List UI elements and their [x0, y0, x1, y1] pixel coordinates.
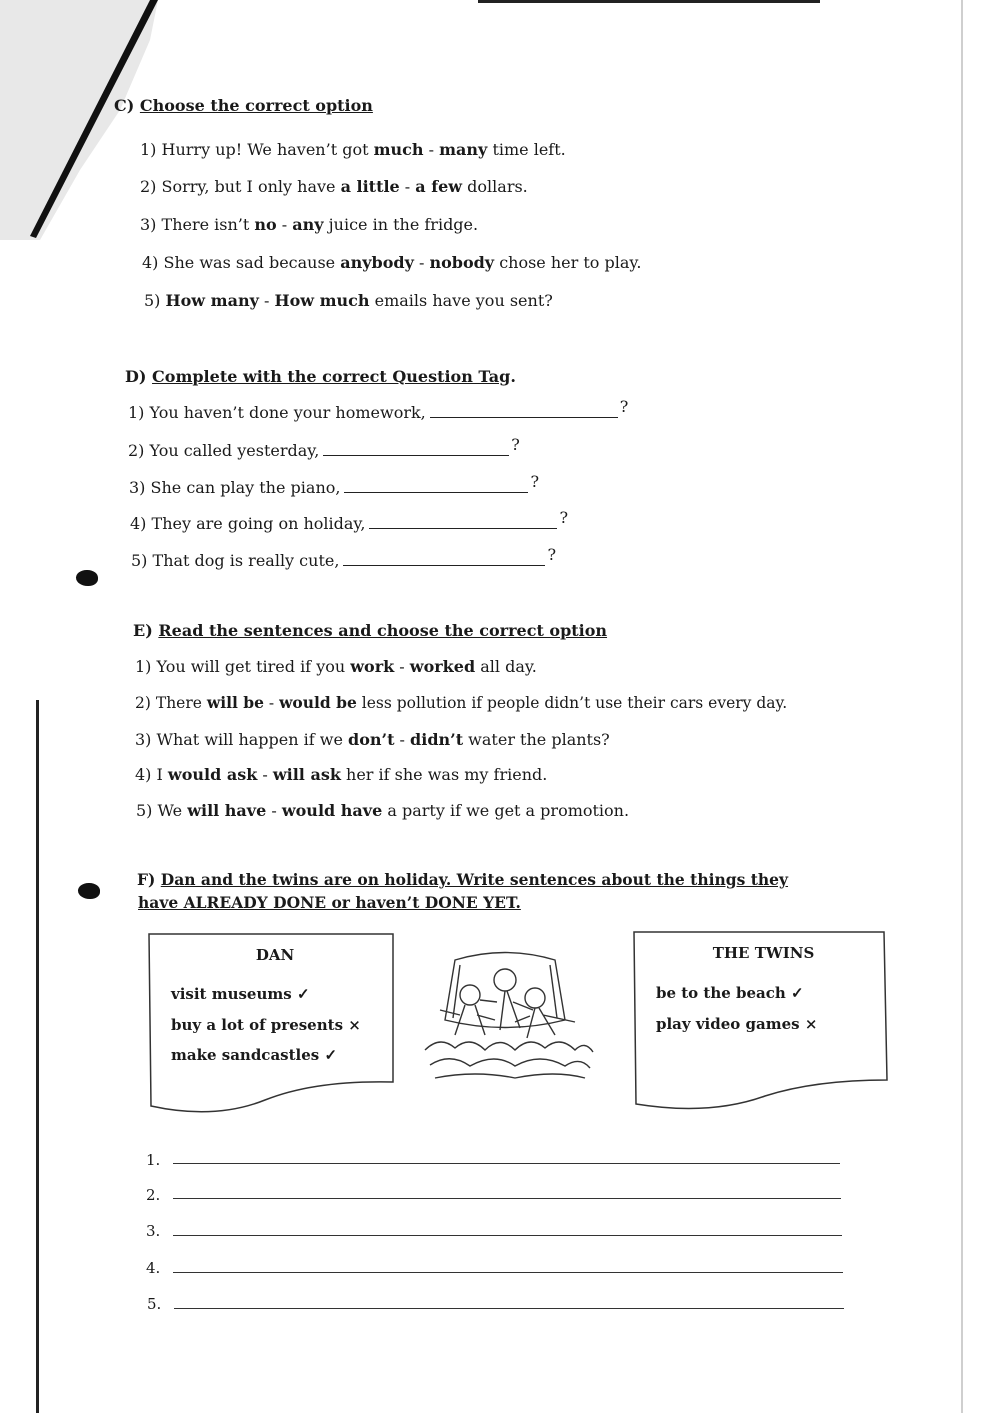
heading-period: .: [510, 367, 516, 386]
activity-text: visit museums: [171, 985, 292, 1003]
answer-line[interactable]: [173, 1197, 841, 1199]
activity-text: be to the beach: [656, 984, 786, 1002]
left-border-line: [36, 700, 39, 1413]
section-d-item-5: [131, 545, 557, 570]
answer-row-3: [146, 1222, 160, 1240]
item-text: She was sad because: [163, 253, 341, 272]
section-d-item-1: [128, 397, 629, 422]
item-number: 4): [135, 765, 152, 784]
option-1[interactable]: will be: [206, 693, 264, 712]
item-number: 2): [140, 177, 157, 196]
option-1[interactable]: a little: [340, 177, 400, 196]
option-1[interactable]: How many: [165, 291, 259, 310]
item-text: You haven’t done your homework,: [149, 403, 426, 422]
activity-text: make sandcastles: [171, 1046, 320, 1064]
twins-item-1: [656, 984, 804, 1002]
question-mark: ?: [559, 508, 569, 527]
dan-item-3: [171, 1046, 337, 1064]
right-border-line: [961, 0, 963, 1413]
option-2[interactable]: didn’t: [410, 730, 464, 749]
item-text: There isn’t: [161, 215, 255, 234]
item-number: 5): [131, 551, 148, 570]
section-letter: C): [114, 96, 135, 115]
twins-box-title: THE TWINS: [712, 944, 815, 962]
question-mark: ?: [511, 435, 520, 454]
activity-text: play video games: [656, 1015, 800, 1033]
answer-blank[interactable]: [323, 441, 509, 456]
section-d-item-3: [129, 472, 540, 497]
option-separator: -: [263, 694, 280, 712]
cross-icon: ×: [348, 1016, 361, 1034]
option-1[interactable]: anybody: [340, 253, 414, 272]
section-heading: Dan and the twins are on holiday. Write sentences about the things they: [160, 870, 789, 889]
dan-item-2: [171, 1016, 361, 1034]
answer-line[interactable]: [173, 1162, 840, 1164]
section-c-item-3: [140, 215, 478, 234]
section-f-title: [137, 870, 788, 889]
option-1[interactable]: no: [254, 215, 277, 234]
item-text: That dog is really cute,: [152, 551, 340, 570]
question-mark: ?: [619, 397, 629, 416]
item-number: 1): [140, 140, 157, 159]
item-text: We: [157, 801, 188, 820]
activity-text: buy a lot of presents: [171, 1016, 344, 1034]
option-separator: -: [399, 177, 416, 196]
dan-box-title: DAN: [255, 946, 295, 964]
option-2[interactable]: nobody: [429, 253, 495, 272]
item-text: dollars.: [462, 177, 528, 196]
option-separator: -: [266, 801, 282, 820]
answer-row-2: [146, 1186, 160, 1204]
section-c-item-2: [140, 177, 528, 196]
section-letter: D): [125, 367, 147, 386]
item-text: She can play the piano,: [150, 478, 341, 497]
item-text: Sorry, but I only have: [161, 177, 341, 196]
option-2[interactable]: would be: [279, 693, 357, 712]
option-2[interactable]: would have: [281, 801, 383, 820]
answer-row-5: [147, 1295, 161, 1313]
item-text: emails have you sent?: [369, 291, 553, 310]
item-number: 4): [142, 253, 159, 272]
item-text: all day.: [475, 657, 537, 676]
section-e-item-1: [135, 657, 537, 676]
item-number: 3): [129, 478, 146, 497]
option-1[interactable]: much: [373, 140, 424, 159]
item-number: 5): [144, 291, 161, 310]
item-number: 1): [135, 657, 152, 676]
section-c-item-5: [144, 291, 553, 310]
check-icon: ✓: [791, 984, 804, 1002]
answer-blank[interactable]: [430, 403, 618, 418]
section-f-title-line-2: [138, 893, 521, 912]
answer-number: 5.: [147, 1295, 162, 1313]
option-1[interactable]: would ask: [167, 765, 258, 784]
section-heading: Read the sentences and choose the correct option: [158, 621, 608, 640]
item-text: water the plants?: [463, 730, 610, 749]
option-1[interactable]: don’t: [348, 730, 395, 749]
item-number: 3): [135, 730, 152, 749]
option-separator: -: [258, 291, 275, 310]
section-e-item-2: [135, 693, 787, 712]
item-text: a party if we get a promotion.: [382, 801, 630, 820]
section-e-item-5: [136, 801, 629, 820]
cross-icon: ×: [804, 1015, 818, 1033]
option-separator: -: [276, 215, 293, 234]
scan-shadow: [0, 0, 170, 240]
answer-blank[interactable]: [343, 551, 545, 566]
option-1[interactable]: will have: [187, 801, 267, 820]
option-2[interactable]: a few: [415, 177, 463, 196]
answer-number: 1.: [146, 1151, 161, 1169]
item-number: 2): [128, 441, 145, 460]
item-text: They are going on holiday,: [151, 514, 366, 533]
item-text: Hurry up! We haven’t got: [161, 140, 374, 159]
option-separator: -: [257, 765, 273, 784]
item-text: There: [155, 694, 207, 712]
section-letter: E): [133, 621, 153, 640]
item-number: 3): [140, 215, 157, 234]
dan-item-1: [171, 985, 310, 1003]
section-e-item-4: [135, 765, 547, 784]
answer-number: 4.: [146, 1259, 161, 1277]
item-text: time left.: [487, 140, 566, 159]
section-c-item-1: [140, 140, 566, 159]
item-text: You called yesterday,: [149, 441, 320, 460]
option-separator: -: [423, 140, 440, 159]
item-number: 2): [135, 694, 151, 712]
option-2[interactable]: How much: [274, 291, 370, 310]
answer-number: 3.: [146, 1222, 161, 1240]
answer-line[interactable]: [174, 1307, 844, 1309]
item-text: juice in the fridge.: [323, 215, 479, 234]
section-heading: Complete with the correct Question Tag: [152, 367, 511, 386]
option-1[interactable]: work: [350, 657, 395, 676]
section-d-item-4: [130, 508, 569, 533]
twins-item-2: [656, 1015, 817, 1033]
section-heading: Choose the correct option: [139, 96, 373, 115]
answer-line[interactable]: [173, 1234, 842, 1236]
item-text: less pollution if people didn’t use their cars every day.: [356, 694, 788, 712]
item-text: You will get tired if you: [156, 657, 351, 676]
answer-number: 2.: [146, 1186, 161, 1204]
check-icon: ✓: [296, 985, 310, 1003]
answer-blank[interactable]: [344, 478, 528, 493]
section-c-item-4: [142, 253, 641, 272]
section-d-title: [125, 367, 516, 386]
section-d-item-2: [128, 435, 520, 460]
item-number: 1): [128, 403, 145, 422]
item-text: I: [156, 765, 168, 784]
answer-row-1: [146, 1151, 160, 1169]
item-text: chose her to play.: [494, 253, 642, 272]
item-text: What will happen if we: [156, 730, 349, 749]
answer-line[interactable]: [173, 1271, 843, 1273]
section-e-title: [133, 621, 607, 640]
section-letter: F): [137, 870, 156, 889]
punch-hole-mark: [78, 883, 100, 899]
answer-row-4: [146, 1259, 160, 1277]
option-separator: -: [394, 657, 410, 676]
check-icon: ✓: [324, 1046, 338, 1064]
option-separator: -: [394, 730, 411, 749]
question-mark: ?: [530, 472, 540, 491]
answer-blank[interactable]: [369, 514, 557, 529]
children-water-slide-illustration: [415, 940, 595, 1085]
punch-hole-mark: [76, 570, 98, 586]
section-c-title: [114, 96, 373, 115]
item-number: 5): [136, 801, 153, 820]
section-e-item-3: [135, 730, 610, 749]
option-2[interactable]: will ask: [272, 765, 341, 784]
section-heading: have ALREADY DONE or haven’t DONE YET.: [138, 893, 521, 912]
option-2[interactable]: many: [439, 140, 488, 159]
question-mark: ?: [547, 545, 557, 564]
option-2[interactable]: worked: [409, 657, 476, 676]
item-text: her if she was my friend.: [340, 765, 548, 784]
option-separator: -: [413, 253, 430, 272]
option-2[interactable]: any: [292, 215, 324, 234]
item-number: 4): [130, 514, 147, 533]
top-border-line: [478, 0, 820, 3]
